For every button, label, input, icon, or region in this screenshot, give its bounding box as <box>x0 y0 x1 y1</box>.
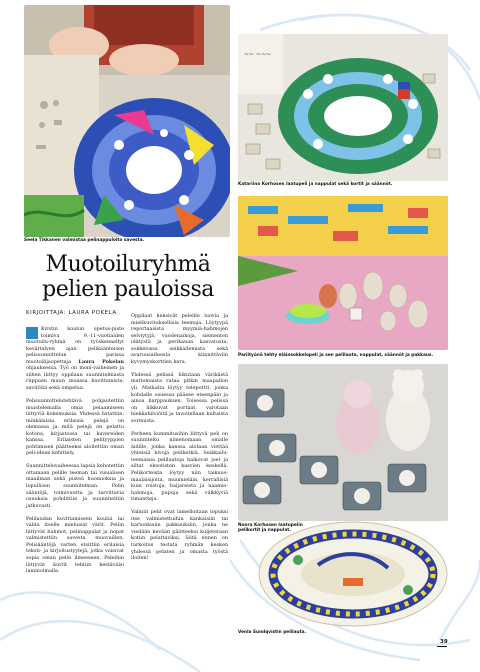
column-2-paragraph-1: Oppilaat keksivät peleille luovia ja mielikuvituksellisia teemoja. Löytyypä reportaasista myymiä-hahmojen selviytyjä, vuodenaikoja, siementen idätystä ja perikanan kasvatusta, sokkelossa seikkailemista sekä avaruusaiheista kiinnittäviin kyvymyskorttien kera. <box>131 313 228 365</box>
caption-photo-4-line-1: Noora Korhosen laatupelin <box>238 523 303 528</box>
article-column-2 <box>131 313 228 568</box>
page-number-underline <box>437 646 447 647</box>
column-1-paragraph-4: Pelilaudan kuvittamiseen kuului tai valita itselle mieluisat värit. Peliin liittyvät hahmot, pelinappulat ja nopat valmistettiin savesta muovaillen. Pelisääntöjä varten etsittiin erilaisia teksti- ja kirjoitustyylejä, jotka voisivat sopia oman pelin ilmeeseen. Peleihin liittyvät kortit tehtiin kestävälsi laminoimalla. <box>26 515 124 575</box>
column-1-paragraph-2: Pelisuunnittelutehtävä pohjautettiin muistelemalla omia pelaamiseen liittyviä kokemuksia. Yhdessä listattiin, minkälaisia erilaisia pelejä on olemassa ja mitä pelejä on pelattu kotona, kirjastossa tai kavereiden kanssa. Erilaisten pelityyppien pohtimisen päätteeksi aloitettiin oman peli-idean kehittely. <box>26 397 124 457</box>
article-column-1 <box>26 326 124 581</box>
caption-photo-2: Katariina Korhosen laatupeli ja nappulat sekä kortit ja säännöt. <box>238 182 393 187</box>
page-number: 39 <box>440 639 448 645</box>
article-title-line-1: Muotoiluryhmä <box>45 252 211 277</box>
caption-photo-1: Seela Tikkanen valmistaa pelinappuloita savesta. <box>24 238 145 243</box>
article-title-line-2: pelien pauloissa <box>42 277 214 302</box>
column-2-paragraph-3: Perheen kummitusihin liittyvä peli on suunniteltu nimenomaan omalle äidille, jonka kanssa aiotaan viettää yhteisiä kivoja pelihetkiä. Seikkailu-teemaisia pelilautoja halkovat joet ja siltat eksotisten kasvien keskellä. Pelikorteista löytyy niin taikuus-maalaisijoita, muumieläin, kerrallisiä kuin roistoja, haijareista ja naamio-hahmoja, pupuja sekä välkkyviä timantteja. <box>131 430 228 503</box>
article-title <box>28 252 228 302</box>
column-1-paragraph-1-start: Kirstin koulun opetus-piste toimiva 9.-11-vuotiaiden muotoilu-ryhmä on työskennellyt kevättalven ajan pelikäänteisen pelisuunnittelun parissa muotoilijaopettaja <box>26 326 124 365</box>
photo-oval-track-board <box>258 520 448 628</box>
photo-clay-figures-and-board <box>24 5 230 237</box>
caption-photo-5: Venla Sundqvistin pelilauta. <box>238 630 307 635</box>
photo-game-cards-and-plush <box>238 364 448 521</box>
caption-photo-3: Pariityönä tehty eläinsokkelopeli ja sen pelilauta, nappulat, säännöt ja pakkaus. <box>238 353 434 358</box>
photo-round-board-game <box>238 34 448 181</box>
column-1-paragraph-1 <box>26 326 124 391</box>
column-2-paragraph-4: Valmiit pelit ovat lamelloitaan lopuksi itse valmistettuihin kankaisiin tai kartonkisiin pakkauksiin, jonka ne viedään kevään päätteeksi kuljetetaan kotiin pelattaviksi. Siitä ennen on tarkoitus testata ryhmän kesken yhdessä pelaten ja omasta työstä iloiten! <box>131 509 228 562</box>
column-2-paragraph-2: Yhdessä pelissä liikutaan värikästä mattomaista rataa pitkin maapallon yli. Matkalta löytyy teleportti, jonka kohdalle osuessa pääsee eteenpäin ja ainoa harppauksen. Toisessa pelissä on liikkuvat portaat, varotaan hiekkahiiviöitä ja tavoitellaan kultaista sormusta. <box>131 371 228 424</box>
svg-text:~~ ~~~: ~~ ~~~ <box>244 51 272 58</box>
column-1-paragraph-1-end: ohjauksessa. Työ on moni-vaiheinen ja siihen liittyy oppilaan suunnitelmasta riippuen muun muassa kuvittamista, savitöitä sekä ompelua. <box>26 365 124 391</box>
dropcap-square <box>26 327 38 339</box>
photo-clay-animals-maze-game <box>238 196 448 350</box>
column-1-author-name: Laura Pokelan <box>78 358 124 365</box>
caption-photo-4-line-2: pelikortit ja nappulat. <box>238 528 291 534</box>
article-byline: KIRJOITTAJA: LAURA POKELA <box>26 310 117 316</box>
column-1-paragraph-3: Suunnitteluvaiheessa lapsia kehotettiin ottamaan pelille teeman tai visualisen maailman sekä pisteä huomioksia ja lopullisen suunnitelman. Pelin sääntöjä, toimivuutta ja tarvittavia osuuksia pohdittiin ja suunniteltiin jatkuvasti. <box>26 463 124 509</box>
